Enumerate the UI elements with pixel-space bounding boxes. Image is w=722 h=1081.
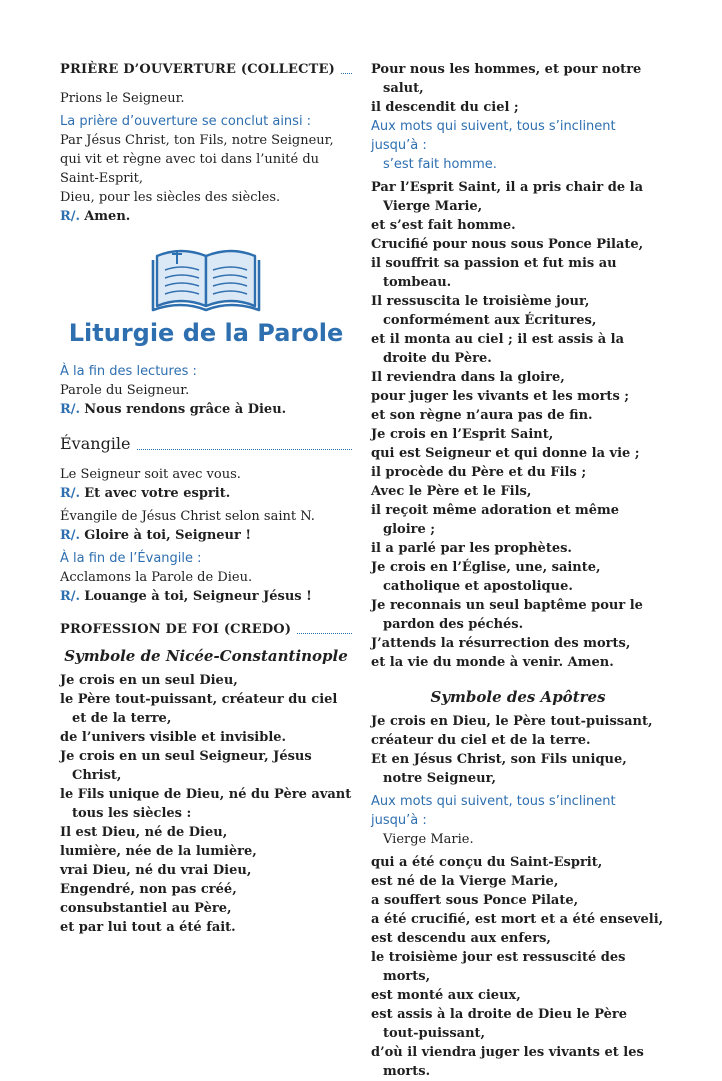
credo-line: Je crois en un seul Seigneur, Jésus Christ, xyxy=(60,749,312,783)
credo-line: et par lui tout a été fait. xyxy=(60,920,236,935)
leader-dots xyxy=(341,73,352,74)
reading-line: Parole du Seigneur. xyxy=(60,383,190,398)
credo-line: Il est Dieu, né de Dieu, xyxy=(60,825,228,840)
left-column xyxy=(60,60,352,937)
credo-line: Je reconnais un seul baptême pour le pardon des péchés. xyxy=(371,598,643,632)
prayer-line: qui vit et règne avec toi dans l’unité du Saint-Esprit, xyxy=(60,152,320,186)
invitation: Prions le Seigneur. xyxy=(60,91,185,106)
rubric: À la fin des lectures : xyxy=(60,364,197,379)
creed-line: Je crois en Dieu, le Père tout-puissant, xyxy=(371,714,653,729)
rubric: La prière d’ouverture se conclut ainsi : xyxy=(60,114,312,129)
credo-line: de l’univers visible et invisible. xyxy=(60,730,287,745)
credo-line: Crucifié pour nous sous Ponce Pilate, xyxy=(371,237,644,252)
credo-line: il descendit du ciel ; xyxy=(371,100,519,115)
response: R/. Louange à toi, Seigneur Jésus ! xyxy=(60,589,312,604)
credo-line: et la vie du monde à venir. Amen. xyxy=(371,655,614,670)
right-column xyxy=(371,60,665,1081)
credo-line: le Fils unique de Dieu, né du Père avant tous les siècles : xyxy=(60,787,352,821)
creed-line: est assis à la droite de Dieu le Père tout-puissant, xyxy=(371,1007,628,1041)
creed-line: qui a été conçu du Saint-Esprit, xyxy=(371,855,603,870)
rubric: À la fin de l’Évangile : xyxy=(60,551,202,566)
credo-subheading: Symbole de Nicée-Constantinople xyxy=(64,647,348,665)
credo-line: et il monta au ciel ; il est assis à la droite du Père. xyxy=(371,332,625,366)
gospel-announce: Évangile de Jésus Christ selon saint N. xyxy=(60,509,315,524)
opening-prayer-heading: PRIÈRE D’OUVERTURE (COLLECTE) xyxy=(60,60,352,79)
prayer-line: Par Jésus Christ, ton Fils, notre Seigneur, xyxy=(60,133,334,148)
credo-line: Je crois en un seul Dieu, xyxy=(60,673,238,688)
response: R/. Gloire à toi, Seigneur ! xyxy=(60,528,252,543)
gospel-heading: Évangile xyxy=(60,433,352,455)
greeting: Le Seigneur soit avec vous. xyxy=(60,467,241,482)
creed-line: est né de la Vierge Marie, xyxy=(371,874,559,889)
liturgy-title: Liturgie de la Parole xyxy=(68,319,344,347)
acclamation: Acclamons la Parole de Dieu. xyxy=(60,570,253,585)
rubric-end: s’est fait homme. xyxy=(383,157,497,172)
credo-line: Il ressuscita le troisième jour, conformément aux Écritures, xyxy=(371,294,597,328)
creed-line: le troisième jour est ressuscité des morts, xyxy=(371,950,626,984)
credo-line: lumière, née de la lumière, xyxy=(60,844,257,859)
creed-line: a été crucifié, est mort et a été enseveli, xyxy=(371,912,664,927)
leader-dots xyxy=(137,449,352,450)
credo-line: le Père tout-puissant, créateur du ciel et de la terre, xyxy=(60,692,338,726)
credo-line: il souffrit sa passion et fut mis au tombeau. xyxy=(371,256,617,290)
credo-line: consubstantiel au Père, xyxy=(60,901,232,916)
credo-line: qui est Seigneur et qui donne la vie ; xyxy=(371,446,640,461)
credo-line: et s’est fait homme. xyxy=(371,218,516,233)
apostles-heading: Symbole des Apôtres xyxy=(430,688,606,706)
creed-line: est descendu aux enfers, xyxy=(371,931,551,946)
credo-line: Il reviendra dans la gloire, xyxy=(371,370,565,385)
credo-line: Engendré, non pas créé, xyxy=(60,882,237,897)
credo-line: Pour nous les hommes, et pour notre salut, xyxy=(371,62,642,96)
credo-line: il a parlé par les prophètes. xyxy=(371,541,572,556)
open-bible-icon xyxy=(151,240,261,312)
credo-line: vrai Dieu, né du vrai Dieu, xyxy=(60,863,252,878)
leader-dots xyxy=(297,633,352,634)
creed-line: d’où il viendra juger les vivants et les morts. xyxy=(371,1045,644,1079)
credo-line: Je crois en l’Église, une, sainte, catholique et apostolique. xyxy=(371,560,601,594)
creed-line: est monté aux cieux, xyxy=(371,988,521,1003)
credo-line: Je crois en l’Esprit Saint, xyxy=(371,427,554,442)
credo-heading: PROFESSION DE FOI (CREDO) xyxy=(60,620,352,639)
credo-line: et son règne n’aura pas de fin. xyxy=(371,408,593,423)
creed-line: créateur du ciel et de la terre. xyxy=(371,733,591,748)
response: R/. Amen. xyxy=(60,209,131,224)
creed-line: a souffert sous Ponce Pilate, xyxy=(371,893,579,908)
credo-line: J’attends la résurrection des morts, xyxy=(371,636,631,651)
credo-line: il procède du Père et du Fils ; xyxy=(371,465,587,480)
response: R/. Et avec votre esprit. xyxy=(60,486,231,501)
creed-line: Et en Jésus Christ, son Fils unique, notre Seigneur, xyxy=(371,752,627,786)
rubric: Aux mots qui suivent, tous s’inclinent jusqu’à : xyxy=(371,119,616,153)
prayer-line: Dieu, pour les siècles des siècles. xyxy=(60,190,281,205)
credo-line: Avec le Père et le Fils, xyxy=(371,484,532,499)
credo-line: Par l’Esprit Saint, il a pris chair de la Vierge Marie, xyxy=(371,180,644,214)
rubric: Aux mots qui suivent, tous s’inclinent jusqu’à : xyxy=(371,794,616,828)
rubric-end: Vierge Marie. xyxy=(383,832,474,847)
credo-line: il reçoit même adoration et même gloire ; xyxy=(371,503,620,537)
response: R/. Nous rendons grâce à Dieu. xyxy=(60,402,287,417)
credo-line: pour juger les vivants et les morts ; xyxy=(371,389,630,404)
